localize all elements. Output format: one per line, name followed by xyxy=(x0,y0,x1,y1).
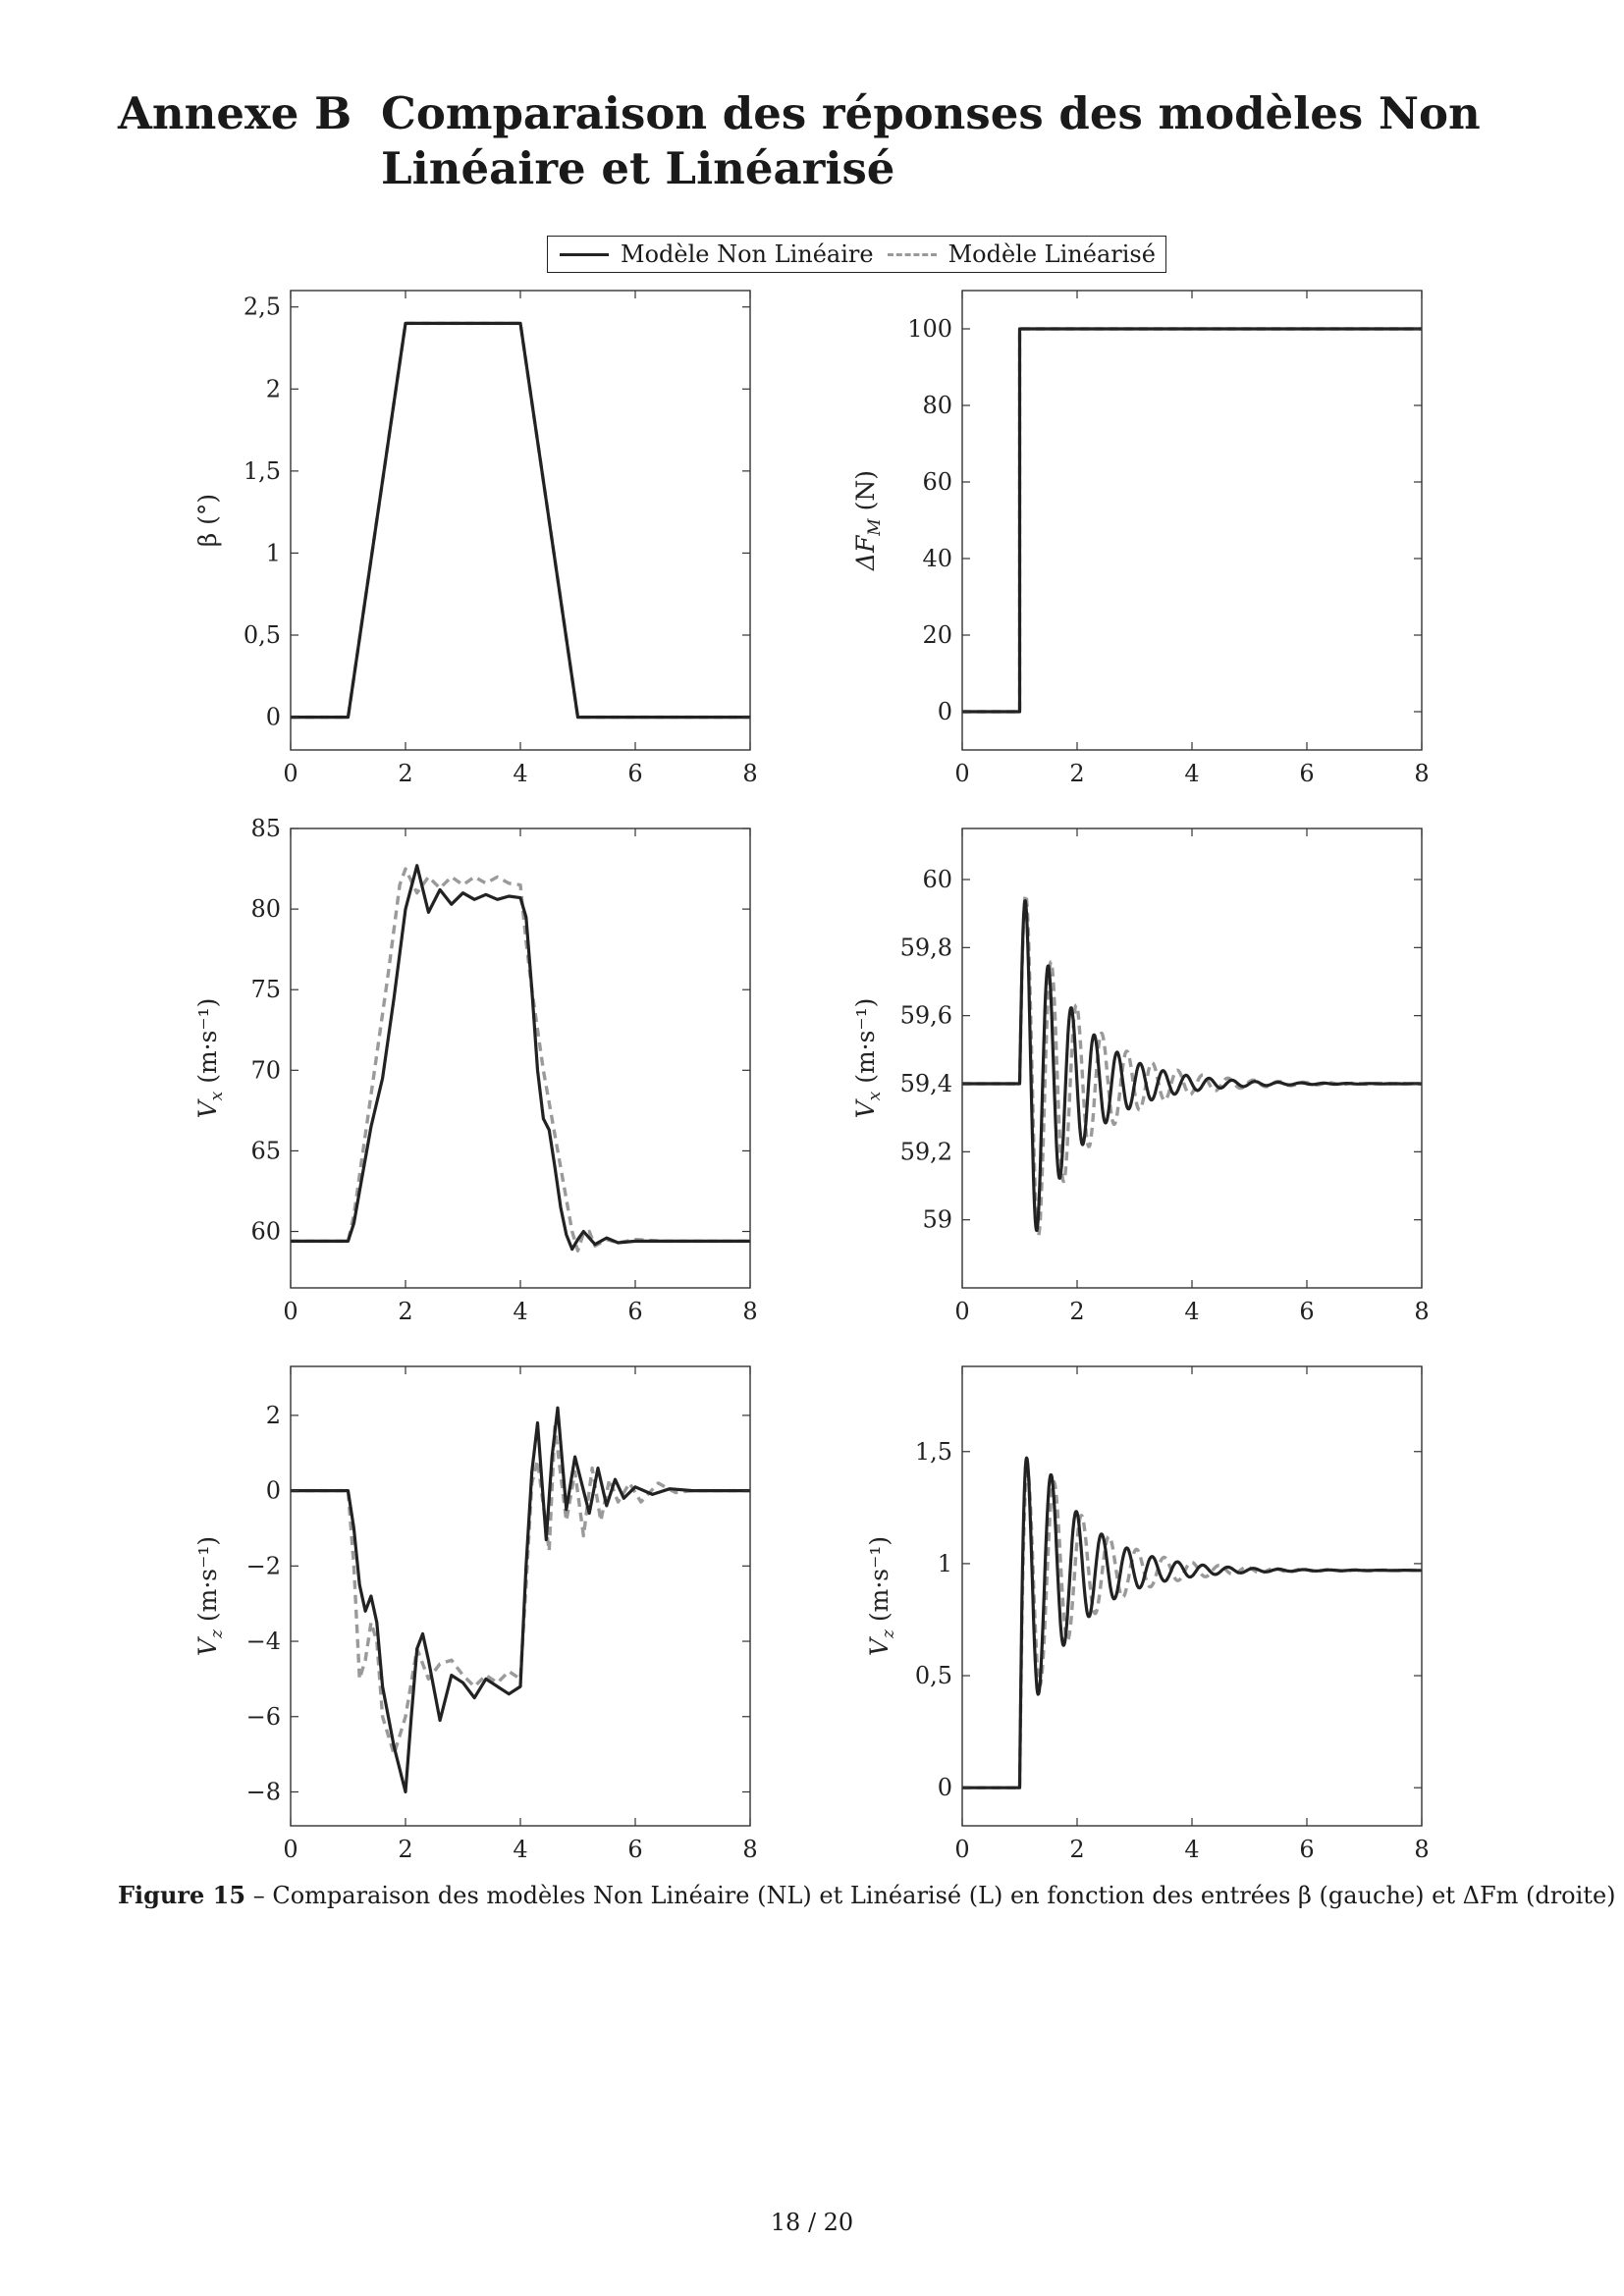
y-tick-label: 1,5 xyxy=(243,456,281,485)
y-axis-label: β (°) xyxy=(193,493,222,548)
x-tick-label: 2 xyxy=(398,760,413,787)
x-tick-label: 2 xyxy=(1069,1298,1085,1325)
x-tick-label: 0 xyxy=(283,1836,298,1863)
x-tick-label: 6 xyxy=(1299,760,1315,787)
plot-frame xyxy=(962,291,1422,750)
y-tick-label: −8 xyxy=(245,1778,281,1806)
series-nonlinear-line xyxy=(962,901,1422,1231)
y-tick-label: 40 xyxy=(922,545,952,572)
plot-frame xyxy=(962,1366,1422,1826)
x-tick-label: 4 xyxy=(1184,760,1200,787)
y-tick-label: 80 xyxy=(250,895,281,924)
page-number: 18 / 20 xyxy=(770,2209,854,2236)
y-tick-label: −2 xyxy=(245,1552,281,1580)
x-tick-label: 2 xyxy=(398,1298,413,1325)
y-tick-label: 60 xyxy=(922,468,952,496)
y-tick-label: 60 xyxy=(922,866,952,893)
x-tick-label: 2 xyxy=(398,1836,413,1863)
x-tick-label: 0 xyxy=(954,1298,970,1325)
y-tick-label: 0 xyxy=(265,703,281,731)
y-axis-label: $\Delta F_M$ (N) xyxy=(851,469,885,571)
series-nonlinear-line xyxy=(291,866,750,1250)
x-tick-label: 4 xyxy=(1184,1298,1200,1325)
y-tick-label: 85 xyxy=(250,815,281,842)
y-tick-label: 0,5 xyxy=(243,621,281,649)
x-tick-label: 8 xyxy=(742,1298,758,1325)
legend-label-linear: Modèle Linéarisé xyxy=(947,240,1156,268)
series-linear-line xyxy=(962,329,1422,712)
appendix-label: Annexe B xyxy=(118,87,352,139)
y-tick-label: 0 xyxy=(937,698,952,725)
y-tick-label: 2 xyxy=(265,375,281,403)
series-nonlinear-line xyxy=(962,1458,1422,1788)
chart-vz_beta xyxy=(193,1366,758,1863)
chart-vx_dfm xyxy=(851,828,1430,1325)
y-tick-label: 100 xyxy=(907,315,952,343)
x-tick-label: 6 xyxy=(627,760,643,787)
x-tick-label: 8 xyxy=(742,760,758,787)
y-tick-label: 1 xyxy=(265,539,281,567)
x-tick-label: 0 xyxy=(283,760,298,787)
series-nonlinear-line xyxy=(962,329,1422,712)
series-nonlinear-line xyxy=(291,1408,750,1791)
plot-frame xyxy=(291,1366,750,1826)
chart-vz_dfm xyxy=(865,1366,1430,1863)
series-nonlinear-line xyxy=(291,323,750,717)
x-tick-label: 8 xyxy=(1414,1298,1430,1325)
x-tick-label: 6 xyxy=(627,1298,643,1325)
y-tick-label: 80 xyxy=(922,392,952,419)
chart-beta xyxy=(193,291,758,787)
y-tick-label: 65 xyxy=(250,1137,281,1165)
x-tick-label: 8 xyxy=(1414,1836,1430,1863)
caption-text: – Comparaison des modèles Non Linéaire (NL) et Linéarisé (L) en fonction des entrées β (gauche) et ΔFm (droite) xyxy=(252,1882,1616,1909)
x-tick-label: 0 xyxy=(954,760,970,787)
y-axis-label: $V_x$ (m·s⁻¹) xyxy=(193,997,227,1119)
y-tick-label: 59,6 xyxy=(899,1001,952,1030)
y-axis-label: $V_x$ (m·s⁻¹) xyxy=(851,997,885,1119)
appendix-title: Comparaison des réponses des modèles Non Linéaire et Linéarisé xyxy=(381,87,1481,194)
x-tick-label: 4 xyxy=(513,1298,528,1325)
y-tick-label: 1 xyxy=(937,1549,952,1577)
y-tick-label: 0 xyxy=(937,1774,952,1802)
y-tick-label: 59,8 xyxy=(899,934,952,962)
figure-caption xyxy=(118,1881,1616,1909)
y-tick-label: −6 xyxy=(245,1702,281,1731)
x-tick-label: 8 xyxy=(742,1836,758,1863)
y-tick-label: 60 xyxy=(250,1217,281,1246)
y-tick-label: 59 xyxy=(922,1205,952,1234)
chart-dfm xyxy=(851,291,1430,787)
x-tick-label: 6 xyxy=(1299,1298,1315,1325)
y-tick-label: 59,4 xyxy=(899,1070,952,1097)
series-linear-line xyxy=(291,323,750,717)
y-tick-label: 0,5 xyxy=(914,1662,952,1690)
x-tick-label: 8 xyxy=(1414,760,1430,787)
x-tick-label: 2 xyxy=(1069,760,1085,787)
chart-vx_beta xyxy=(193,815,758,1325)
x-tick-label: 6 xyxy=(1299,1836,1315,1863)
x-tick-label: 6 xyxy=(627,1836,643,1863)
x-tick-label: 2 xyxy=(1069,1836,1085,1863)
y-axis-label: $V_z$ (m·s⁻¹) xyxy=(865,1535,898,1657)
x-tick-label: 4 xyxy=(1184,1836,1200,1863)
plot-frame xyxy=(291,291,750,750)
y-tick-label: 20 xyxy=(922,621,952,649)
y-axis-label: $V_z$ (m·s⁻¹) xyxy=(193,1535,227,1657)
y-tick-label: 1,5 xyxy=(914,1437,952,1466)
y-tick-label: 70 xyxy=(250,1056,281,1085)
x-tick-label: 0 xyxy=(283,1298,298,1325)
y-tick-label: 75 xyxy=(250,976,281,1004)
y-tick-label: 0 xyxy=(265,1476,281,1505)
y-tick-label: 2 xyxy=(265,1401,281,1429)
x-tick-label: 0 xyxy=(954,1836,970,1863)
y-tick-label: 59,2 xyxy=(899,1138,952,1166)
legend-label-nonlinear: Modèle Non Linéaire xyxy=(621,240,874,268)
y-tick-label: −4 xyxy=(245,1628,281,1656)
figure-label: Figure 15 xyxy=(118,1881,246,1909)
x-tick-label: 4 xyxy=(513,1836,528,1863)
y-tick-label: 2,5 xyxy=(243,293,281,321)
x-tick-label: 4 xyxy=(513,760,528,787)
